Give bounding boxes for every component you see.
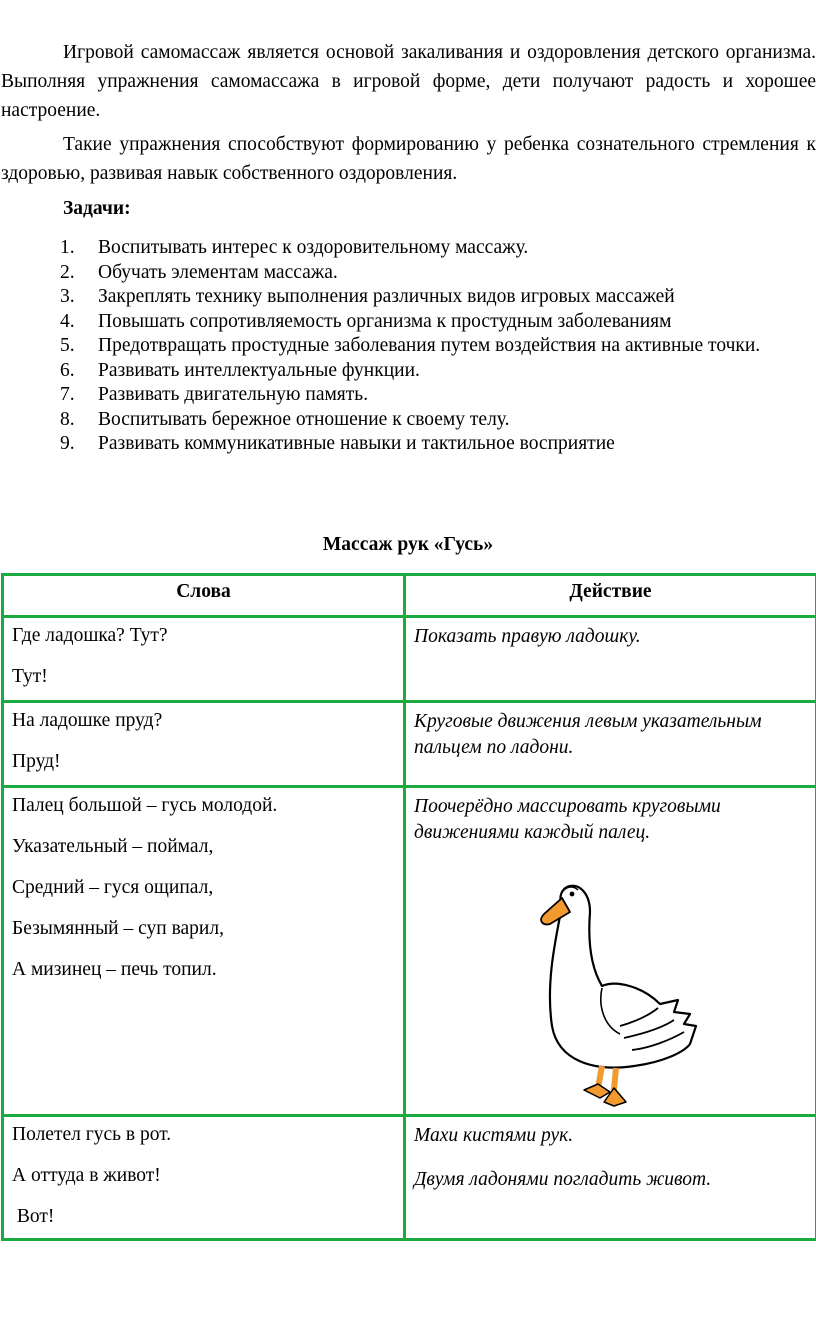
- list-item-number: 4.: [60, 310, 75, 332]
- action-cell: [405, 1116, 816, 1240]
- words-cell: [3, 702, 405, 787]
- action-cell: [405, 617, 816, 702]
- list-item-text: Развивать коммуникативные навыки и тактильное восприятие: [98, 433, 615, 454]
- header-action: Действие: [405, 575, 816, 617]
- list-item-number: 9.: [60, 433, 75, 454]
- words-line: Палец большой – гусь молодой.: [12, 795, 278, 816]
- table-title: Массаж рук «Гусь»: [322, 534, 494, 555]
- goose-illustration: [524, 876, 704, 1108]
- words-cell: [3, 787, 405, 1116]
- action-cell: [405, 702, 816, 787]
- intro-paragraph-1: Игровой самомассаж является основой закаливания и оздоровления детского организма. Выполняя упражнения самомассажа в игровой форме, дети получают радость и хорошее настроение.: [1, 42, 816, 121]
- list-item: [60, 261, 760, 286]
- table-row: [3, 1116, 816, 1240]
- words-line: Вот!: [12, 1206, 55, 1227]
- header-words: Слова: [3, 575, 405, 617]
- action-cell: [405, 787, 816, 1116]
- list-item-number: 7.: [60, 384, 75, 405]
- words-line: Средний – гуся ощипал,: [12, 877, 214, 898]
- list-item-number: 1.: [60, 237, 75, 258]
- list-item: [60, 432, 760, 457]
- table-row: [3, 702, 816, 787]
- list-item-text: Развивать двигательную память.: [98, 384, 369, 405]
- list-item: [60, 285, 760, 310]
- list-item-text: Повышать сопротивляемость организма к простудным заболеваниям: [98, 310, 672, 332]
- list-item-number: 3.: [60, 286, 75, 307]
- action-line: Показать правую ладошку.: [414, 626, 641, 647]
- list-item: [60, 359, 760, 384]
- list-item-text: Воспитывать бережное отношение к своему телу.: [98, 408, 510, 430]
- list-item-number: 5.: [60, 335, 75, 356]
- words-cell: [3, 1116, 405, 1240]
- list-item-text: Закреплять технику выполнения различных видов игровых массажей: [98, 286, 675, 307]
- words-cell: [3, 617, 405, 702]
- action-line: Махи кистями рук.: [414, 1125, 574, 1146]
- table-row: [3, 617, 816, 702]
- words-line: Тут!: [12, 666, 48, 687]
- table-header-row: [3, 575, 816, 617]
- list-item: [60, 408, 760, 433]
- list-item-text: Предотвращать простудные заболевания путем воздействия на активные точки.: [98, 335, 761, 356]
- list-item: [60, 236, 760, 261]
- action-line: Двумя ладонями погладить живот.: [414, 1169, 712, 1190]
- list-item-number: 8.: [60, 408, 75, 430]
- action-line: Круговые движения левым указательным пальцем по ладони.: [414, 711, 762, 758]
- tasks-heading: Задачи:: [63, 198, 131, 219]
- list-item-text: Обучать элементам массажа.: [98, 261, 338, 283]
- words-line: Полетел гусь в рот.: [12, 1124, 172, 1145]
- list-item-text: Воспитывать интерес к оздоровительному массажу.: [98, 237, 529, 258]
- words-line: Где ладошка? Тут?: [12, 625, 168, 646]
- list-item-text: Развивать интеллектуальные функции.: [98, 359, 420, 381]
- words-line: Безымянный – суп варил,: [12, 918, 224, 939]
- tasks-list: [60, 236, 760, 457]
- table-row: [3, 787, 816, 1116]
- words-line: Пруд!: [12, 751, 61, 772]
- action-line: Поочерёдно массировать круговыми движениями каждый палец.: [414, 796, 721, 843]
- intro-paragraph-2: Такие упражнения способствуют формированию у ребенка сознательного стремления к здоровью, развивая навык собственного оздоровления.: [1, 134, 816, 184]
- words-line: Указательный – поймал,: [12, 836, 214, 857]
- list-item: [60, 334, 760, 359]
- massage-table: [1, 573, 816, 1241]
- list-item: [60, 383, 760, 408]
- list-item: [60, 310, 760, 335]
- words-line: А оттуда в живот!: [12, 1165, 161, 1186]
- words-line: А мизинец – печь топил.: [12, 959, 217, 980]
- list-item-number: 6.: [60, 359, 75, 381]
- words-line: На ладошке пруд?: [12, 710, 163, 731]
- list-item-number: 2.: [60, 261, 75, 283]
